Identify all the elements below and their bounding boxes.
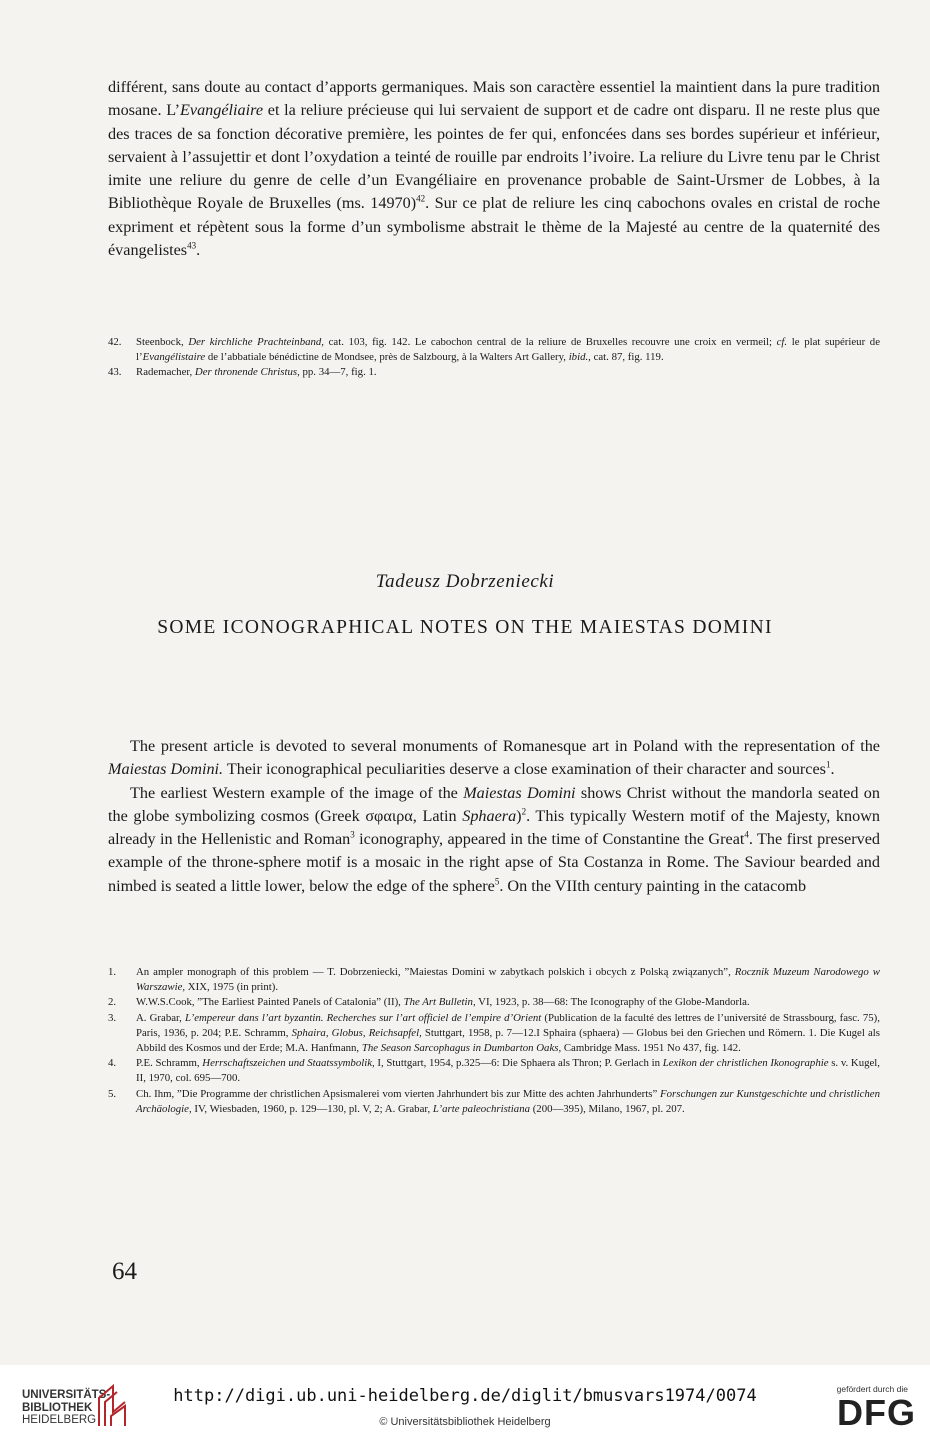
- text-run: cat. 103, fig. 142. Le cabochon central de la reliure de Bruxelles recouvre une croix en vermeil;: [324, 336, 777, 348]
- text-run: . This typically Western motif of the Majesty, known already in the Hellenistic and Roman: [108, 806, 880, 849]
- article-body: [108, 735, 880, 898]
- copyright-notice: © Universitätsbibliothek Heidelberg: [379, 1416, 551, 1428]
- text-run: le plat supérieur de l’: [136, 336, 880, 364]
- text-run: Their iconographical peculiarities deserve a close examination of their character and sources: [223, 760, 826, 779]
- text-run: (Publication de la faculté des lettres de l’université de Strassbourg, fasc. 75), Paris, 1936, p. 204; P.E. Schramm,: [136, 1011, 880, 1039]
- italic-run: Maiestas Domini.: [108, 760, 224, 779]
- text-run: The present article is devoted to several monuments of Romanesque art in Poland with the representation of the: [130, 737, 880, 755]
- footnote-ref[interactable]: 43: [187, 240, 197, 251]
- article-author: Tadeusz Dobrzeniecki: [375, 571, 555, 592]
- footnote-4: [108, 1056, 880, 1086]
- italic-run: Der kirchliche Prachteinband,: [188, 336, 324, 348]
- body-paragraph-2: [108, 782, 880, 898]
- footnote-1: [108, 965, 880, 995]
- text-run: Ch. Ihm, ”Die Programme der christlichen Apsismalerei vom vierten Jahrhundert bis zur Mitte des achten Jahrhunderts”: [136, 1087, 661, 1100]
- text-run: VI, 1923, p. 38—68: The Iconography of the Globe-Mandorla.: [475, 996, 750, 1009]
- italic-run: cf.: [776, 336, 788, 348]
- footnote-number: 5.: [108, 1087, 117, 1100]
- text-run: . Sur ce plat de reliure les cinq cabochons ovales en cristal de roche expriment et répètent sous la forme d’un symbolisme abstrait le thème de la Majesté au centre de la quaternité des évangelistes: [108, 194, 881, 260]
- text-run: cat. 87, fig. 119.: [590, 351, 664, 364]
- italic-run: L’empereur dans l’art byzantin. Recherches sur l’art officiel de l’empire d’Orient: [185, 1011, 542, 1024]
- text-run: .: [830, 760, 835, 779]
- footnote-ref[interactable]: 42: [416, 194, 426, 205]
- text-run: I, Stuttgart, 1954, p.325—6: Die Sphaera als Thron; P. Gerlach in: [374, 1057, 663, 1070]
- top-paragraph: [108, 76, 880, 262]
- text-run: W.W.S.Cook, ”The Earliest Painted Panels of Catalonia” (II),: [136, 996, 404, 1009]
- italic-run: ibid.,: [568, 351, 591, 364]
- italic-run: Lexikon der christlichen Ikonographie: [662, 1057, 829, 1070]
- text-run: A. Grabar,: [136, 1011, 185, 1024]
- footnote-number: 42.: [108, 336, 122, 348]
- text-run: différent, sans doute au contact d’apports germaniques. Mais son caractère essentiel la maintient dans la pure tradition mosane. L’: [108, 78, 880, 120]
- footnote-42: [108, 335, 880, 365]
- italic-run: The Season Sarcophagus in Dumbarton Oaks,: [361, 1042, 562, 1055]
- library-line: BIBLIOTHEK: [22, 1401, 93, 1414]
- text-run: P.E. Schramm,: [136, 1057, 203, 1070]
- italic-run: Sphaera: [462, 806, 517, 825]
- text-run: XIX, 1975 (in print).: [185, 981, 279, 994]
- footnote-2: [108, 995, 880, 1010]
- bottom-footnotes: [108, 965, 880, 1117]
- text-run: et la reliure précieuse qui lui servaient de support et de cadre ont disparu. Il ne reste plus que des traces de sa fonction décorative première, les pointes de fer qui, enfoncées dans ses bordes supérieur et inférieur, servaient à l’assujettir et dont l’oxydation a teinté de rouille par endroits l’ivoire. La reliure du Livre tenu par le Christ imite une reliure du genre de celle d’un Evangéliaire en provenance probable de Saint-Ursmer de Lobbes, à la Bibliothèque Royale de Bruxelles (ms. 14970): [108, 101, 880, 213]
- text-run: ): [516, 806, 522, 825]
- footnote-5: [108, 1087, 880, 1117]
- body-paragraph-1: [108, 735, 880, 782]
- italic-run: Rocznik Muzeum Narodowego w Warszawie,: [136, 966, 880, 994]
- italic-run: Evangéliaire: [180, 101, 264, 120]
- italic-run: Maiestas Domini: [463, 783, 576, 802]
- footnote-ref[interactable]: 4: [744, 829, 749, 840]
- footnote-3: [108, 1011, 880, 1057]
- italic-run: Forschungen zur Kunstgeschichte und christlichen Archäologie,: [136, 1087, 880, 1115]
- text-run: Cambridge Mass. 1951 No 437, fig. 142.: [561, 1042, 741, 1055]
- footnote-number: 1.: [108, 966, 117, 978]
- library-line: HEIDELBERG: [22, 1414, 97, 1426]
- italic-run: Der thronende Christus,: [194, 366, 300, 379]
- italic-run: Evangélistaire: [142, 351, 206, 364]
- top-footnotes: [108, 335, 880, 381]
- dfg-logo[interactable]: DFG: [837, 1392, 916, 1433]
- text-run: s. v. Kugel, II, 1970, col. 695—700.: [136, 1057, 880, 1085]
- text-run: shows Christ without the mandorla seated on the globe symbolizing cosmos (Greek σφαιρα, Latin: [108, 783, 880, 825]
- text-run: An ampler monograph of this problem — T. Dobrzeniecki, ”Maiestas Domini w zabytkach polskich i obcych z Polską związanych”,: [136, 966, 735, 978]
- text-run: (200—395), Milano, 1967, pl. 207.: [530, 1102, 685, 1115]
- text-run: IV, Wiesbaden, 1960, p. 129—130, pl. V, 2; A. Grabar,: [191, 1102, 433, 1115]
- italic-run: Herrschaftszeichen und Staatssymbolik,: [202, 1057, 375, 1070]
- footnote-ref[interactable]: 1: [825, 759, 831, 770]
- viewer-footer: [0, 1365, 930, 1442]
- text-run: Stuttgart, 1958, p. 7—12.I Sphaira (sphaera) — Globus bei den Griechen und Römern. 1. Die Kugel als Abbild des Kosmos und der Erde; M.A. Hanfmann,: [136, 1026, 880, 1055]
- italic-run: Sphaira, Globus, Reichsapfel,: [291, 1026, 422, 1039]
- article-title: SOME ICONOGRAPHICAL NOTES ON THE MAIESTAS DOMINI: [157, 617, 773, 638]
- footnote-number: 2.: [108, 996, 117, 1009]
- footnote-43: [108, 365, 880, 380]
- text-run: .: [196, 241, 201, 260]
- page-number: 64: [112, 1258, 137, 1285]
- footnote-number: 4.: [108, 1057, 117, 1070]
- document-url-link[interactable]: http://digi.ub.uni-heidelberg.de/diglit/bmusvars1974/0074: [173, 1386, 757, 1406]
- footnote-ref[interactable]: 5: [494, 876, 500, 887]
- paragraph-french: [108, 76, 880, 262]
- funding-label: gefördert durch die: [836, 1384, 908, 1394]
- italic-run: L’arte paleochristiana: [432, 1102, 530, 1115]
- text-run: Steenbock,: [136, 336, 189, 348]
- library-line: UNIVERSITÄTS-: [22, 1389, 111, 1401]
- text-run: The earliest Western example of the image of the: [130, 783, 464, 802]
- text-run: pp. 34—7, fig. 1.: [299, 366, 377, 379]
- italic-run: The Art Bulletin,: [403, 996, 476, 1009]
- footnote-ref[interactable]: 2: [521, 806, 527, 817]
- text-run: de l’abbatiale bénédictine de Mondsee, près de Salzbourg, à la Walters Art Gallery,: [205, 351, 569, 364]
- footnote-number: 43.: [108, 366, 122, 379]
- text-run: Rademacher,: [136, 366, 195, 379]
- footnote-number: 3.: [108, 1011, 117, 1024]
- text-run: . The first preserved example of the throne-sphere motif is a mosaic in the right apse of Sta Costanza in Rome. The Saviour bearded and nimbed is seated a little lower, below the edge of the sphere: [108, 830, 880, 895]
- text-run: . On the VIIth century painting in the catacomb: [499, 876, 807, 895]
- footnote-ref[interactable]: 3: [350, 829, 355, 840]
- text-run: iconography, appeared in the time of Constantine the Great: [354, 830, 745, 849]
